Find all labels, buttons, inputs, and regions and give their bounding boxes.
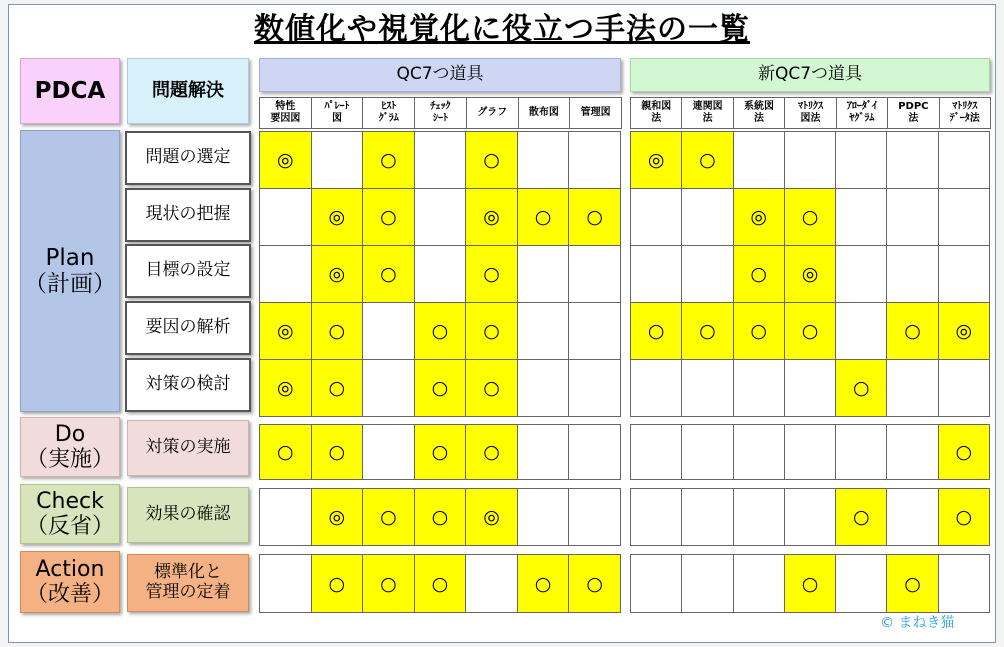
task-label: 対策の実施 [127,420,249,476]
empty-cell [260,555,312,613]
empty-cell [517,132,569,189]
empty-cell [569,360,621,417]
empty-cell [363,360,415,417]
tool-column-header: ﾋｽﾄ ｸﾞﾗﾑ [362,97,415,129]
tool-column-header: 連関図 法 [681,97,733,129]
task-label: 要因の解析 [125,301,251,355]
table-row [631,555,990,613]
circle-cell: ○ [938,425,989,480]
empty-cell [569,246,621,303]
tool-column-header: PDPC 法 [887,97,939,129]
circle-cell: ○ [836,360,887,417]
circle-cell: ○ [466,246,518,303]
empty-cell [887,246,938,303]
empty-cell [363,303,415,360]
new-qc7-tools-grid [630,131,990,613]
circle-cell: ○ [836,489,887,546]
table-row [631,425,990,480]
copyright-text: © まねき猫 [880,615,955,631]
empty-cell [517,489,569,546]
empty-cell [414,132,466,189]
circle-cell: ○ [733,246,784,303]
empty-cell [682,360,733,417]
empty-cell [682,489,733,546]
circle-cell: ○ [466,425,518,480]
circle-cell: ○ [311,303,363,360]
circle-cell: ○ [363,246,415,303]
empty-cell [631,555,682,613]
tool-column-header: 散布図 [518,97,571,129]
tool-column-header: 管理図 [569,97,622,129]
empty-cell [887,360,938,417]
empty-cell [784,489,835,546]
task-label: 問題の選定 [125,131,251,185]
task-label: 目標の設定 [125,244,251,298]
task-label: 標準化と 管理の定着 [127,554,249,612]
empty-cell [733,425,784,480]
empty-cell [836,303,887,360]
circle-cell: ○ [733,303,784,360]
circle-cell: ○ [569,189,621,246]
table-row [631,489,990,546]
empty-cell [260,246,312,303]
circle-cell: ○ [414,303,466,360]
table-row [260,246,621,303]
task-label: 対策の検討 [125,358,251,412]
circle-cell: ○ [311,360,363,417]
double-circle-cell: ◎ [260,132,312,189]
empty-cell [938,555,989,613]
tool-column-header: ﾏﾄﾘｸｽ 図法 [784,97,836,129]
empty-cell [784,425,835,480]
tool-column-header: ﾁｪｯｸ ｼｰﾄ [414,97,467,129]
empty-cell [887,132,938,189]
empty-cell [938,189,989,246]
double-circle-cell: ◎ [466,489,518,546]
pdca-header: PDCA [20,58,120,124]
empty-cell [517,360,569,417]
problem-solving-header: 問題解決 [127,58,249,124]
table-row [260,360,621,417]
empty-cell [569,132,621,189]
double-circle-cell: ◎ [311,489,363,546]
empty-cell [260,189,312,246]
empty-cell [887,425,938,480]
empty-cell [784,132,835,189]
circle-cell: ○ [887,555,938,613]
tool-column-header: ｱﾛｰﾀﾞｲ ﾔｸﾞﾗﾑ [836,97,888,129]
empty-cell [682,189,733,246]
empty-cell [733,360,784,417]
table-row [631,303,990,360]
circle-cell: ○ [466,132,518,189]
phase-check: Check （反省） [20,484,120,544]
empty-cell [733,132,784,189]
double-circle-cell: ◎ [260,303,312,360]
empty-cell [938,360,989,417]
page-title: 数値化や視覚化に役立つ手法の一覧 [254,12,750,47]
circle-cell: ○ [569,555,621,613]
empty-cell [836,132,887,189]
empty-cell [569,425,621,480]
tool-column-header: 親和図 法 [630,97,682,129]
circle-cell: ○ [414,489,466,546]
circle-cell: ○ [414,360,466,417]
empty-cell [311,132,363,189]
table-row [260,132,621,189]
double-circle-cell: ◎ [784,246,835,303]
empty-cell [836,189,887,246]
table-row [260,555,621,613]
table-row [631,132,990,189]
circle-cell: ○ [311,425,363,480]
empty-cell [836,555,887,613]
circle-cell: ○ [517,555,569,613]
empty-cell [414,246,466,303]
circle-cell: ○ [363,189,415,246]
circle-cell: ○ [517,189,569,246]
circle-cell: ○ [784,303,835,360]
double-circle-cell: ◎ [733,189,784,246]
circle-cell: ○ [784,555,835,613]
tool-column-header: ﾊﾟﾚｰﾄ 図 [311,97,364,129]
empty-cell [938,246,989,303]
empty-cell [517,425,569,480]
double-circle-cell: ◎ [311,246,363,303]
empty-cell [517,303,569,360]
double-circle-cell: ◎ [311,189,363,246]
table-row [260,189,621,246]
qc7-tools-header: QC7つ道具 [259,58,621,92]
empty-cell [887,489,938,546]
empty-cell [569,489,621,546]
empty-cell [631,489,682,546]
empty-cell [733,555,784,613]
tool-column-header: ﾏﾄﾘｸｽ ﾃﾞｰﾀ法 [939,97,991,129]
table-row [260,303,621,360]
table-row [631,189,990,246]
tool-column-header: 特性 要因図 [259,97,312,129]
table-row [631,246,990,303]
tool-column-header: グラフ [466,97,519,129]
empty-cell [682,425,733,480]
circle-cell: ○ [363,489,415,546]
circle-cell: ○ [682,303,733,360]
table-row [631,360,990,417]
empty-cell [682,246,733,303]
circle-cell: ○ [414,555,466,613]
circle-cell: ○ [311,555,363,613]
empty-cell [836,246,887,303]
empty-cell [784,360,835,417]
empty-cell [631,425,682,480]
empty-cell [414,189,466,246]
empty-cell [569,303,621,360]
circle-cell: ○ [363,555,415,613]
task-label: 現状の把握 [125,188,251,242]
empty-cell [260,489,312,546]
empty-cell [887,189,938,246]
empty-cell [466,555,518,613]
tool-column-header: 系統図 法 [733,97,785,129]
double-circle-cell: ◎ [466,189,518,246]
circle-cell: ○ [363,132,415,189]
task-label: 効果の確認 [127,487,249,543]
circle-cell: ○ [260,425,312,480]
empty-cell [836,425,887,480]
circle-cell: ○ [414,425,466,480]
empty-cell [733,489,784,546]
circle-cell: ○ [682,132,733,189]
double-circle-cell: ◎ [938,303,989,360]
empty-cell [682,555,733,613]
circle-cell: ○ [466,360,518,417]
empty-cell [631,246,682,303]
new-qc7-tools-header: 新QC7つ道具 [630,58,990,92]
circle-cell: ○ [887,303,938,360]
phase-do: Do （実施） [20,417,120,477]
empty-cell [938,132,989,189]
empty-cell [631,189,682,246]
table-row [260,425,621,480]
phase-action: Action （改善） [20,551,120,613]
phase-plan: Plan （計画） [20,130,120,412]
double-circle-cell: ◎ [631,132,682,189]
double-circle-cell: ◎ [260,360,312,417]
empty-cell [517,246,569,303]
circle-cell: ○ [466,303,518,360]
table-row [260,489,621,546]
empty-cell [631,360,682,417]
circle-cell: ○ [938,489,989,546]
circle-cell: ○ [784,189,835,246]
circle-cell: ○ [631,303,682,360]
qc7-tools-grid [259,131,621,613]
empty-cell [363,425,415,480]
